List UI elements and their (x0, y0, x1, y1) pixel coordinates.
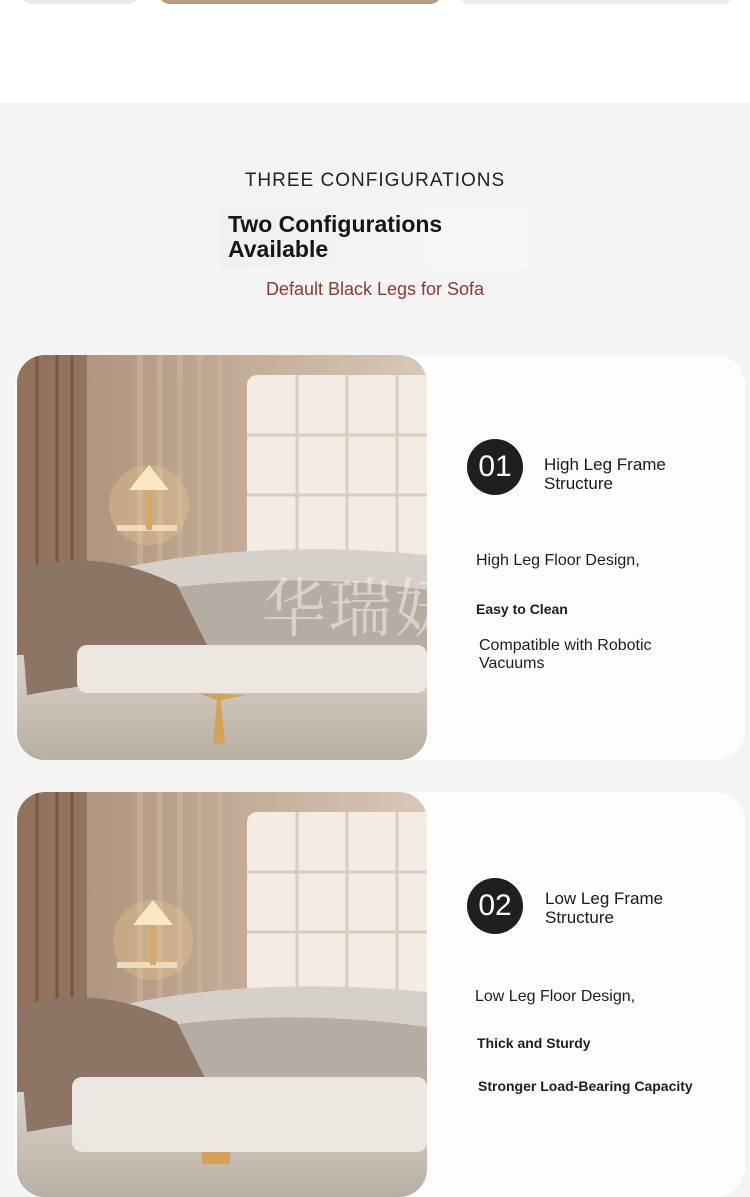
brand-watermark: 华瑞妍 (262, 573, 460, 647)
config-info (427, 355, 745, 760)
bed-photo (17, 792, 427, 1197)
feature-line-3: Compatible with Robotic Vacuums (479, 637, 652, 672)
config-info (427, 792, 745, 1197)
previous-option-tab-1[interactable] (20, 0, 140, 4)
config-number-badge: 02 (467, 878, 523, 934)
feature-line-2: Thick and Sturdy (477, 1035, 591, 1051)
section-eyebrow: THREE CONFIGURATIONS (244, 170, 506, 191)
previous-option-tab-2[interactable] (158, 0, 442, 4)
config-title: High Leg Frame Structure (544, 455, 666, 493)
feature-line-3: Stronger Load-Bearing Capacity (478, 1078, 693, 1094)
previous-section-strip (0, 0, 750, 103)
config-card-low-leg (15, 792, 745, 1197)
feature-line-1: Low Leg Floor Design, (475, 988, 636, 1005)
config-title: Low Leg Frame Structure (545, 889, 664, 927)
section-subhead: Default Black Legs for Sofa (265, 279, 485, 299)
feature-line-2: Easy to Clean (476, 601, 568, 617)
bed-illustration (17, 792, 427, 1197)
config-number-badge: 01 (467, 439, 523, 495)
previous-option-tab-3[interactable] (458, 0, 734, 4)
feature-line-1: High Leg Floor Design, (476, 552, 640, 569)
section-headline: Two Configurations Available (228, 211, 443, 262)
